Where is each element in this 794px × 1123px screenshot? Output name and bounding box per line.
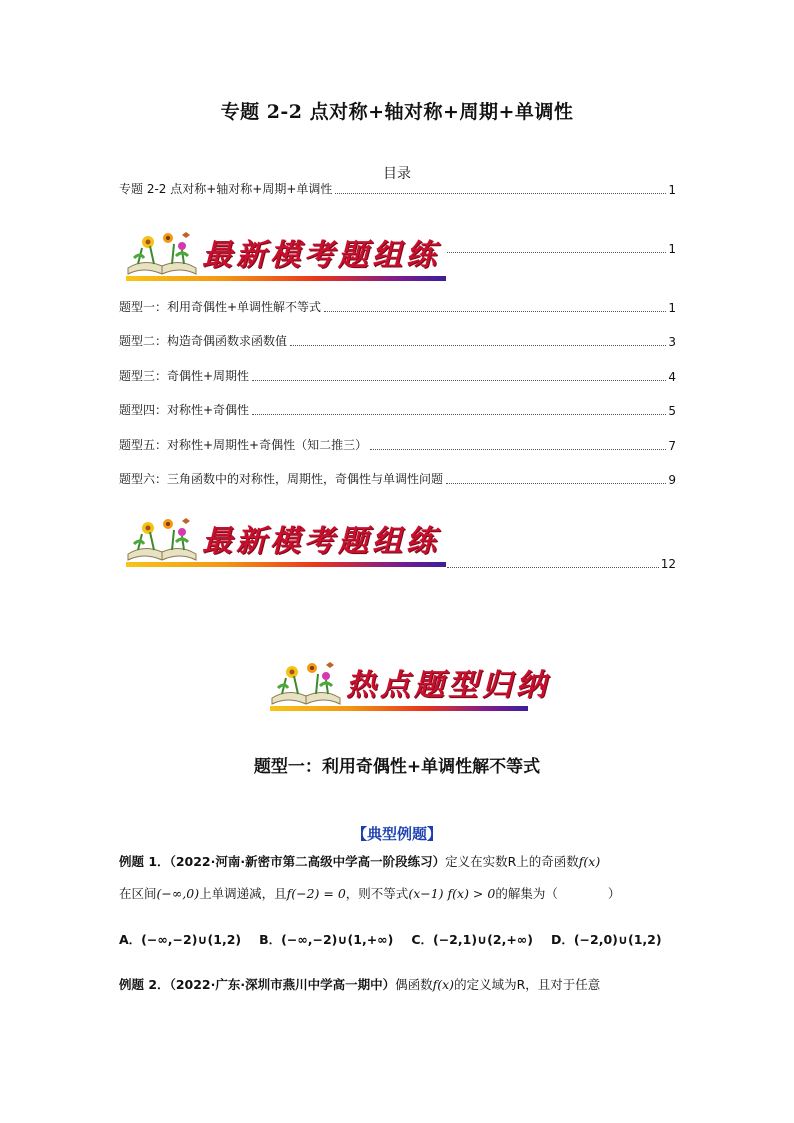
- example1-inequality: (x−1) f(x) > 0: [408, 886, 496, 901]
- toc-entry-page: 12: [660, 557, 676, 571]
- toc-entry-label: 题型六：三角函数中的对称性，周期性，奇偶性与单调性问题: [119, 472, 444, 486]
- option-c[interactable]: C．(−2,1)∪(2,+∞): [411, 932, 533, 947]
- toc-entry-page: 1: [668, 301, 676, 315]
- toc-entry-page: 1: [668, 183, 676, 197]
- banner-gradient-bar: [126, 276, 446, 281]
- example1-text: ，则不等式: [345, 886, 409, 901]
- banner-gradient-bar: [126, 562, 446, 567]
- open-book-flowers-icon: [124, 228, 200, 278]
- toc-entry-page: 7: [668, 439, 676, 453]
- toc-entry-type6[interactable]: [119, 471, 676, 487]
- toc-entry-type3[interactable]: [119, 368, 676, 384]
- banner-latest-exam-2: [124, 512, 454, 572]
- example2-label: 例题 2．: [119, 977, 170, 992]
- example1-text: 上单调递减，且: [199, 886, 287, 901]
- example1-text: 的解集为（ ）: [495, 886, 621, 901]
- option-b[interactable]: B．(−∞,−2)∪(1,+∞): [259, 932, 394, 947]
- toc-leader-dots: [324, 311, 666, 312]
- toc-entry-label: 题型一：利用奇偶性+单调性解不等式: [119, 300, 322, 314]
- example1-condition: f(−2) = 0: [286, 886, 346, 901]
- toc-entry-banner1[interactable]: [447, 240, 676, 256]
- toc-entry-label: 题型三：奇偶性+周期性: [119, 369, 250, 383]
- example1-source: （2022·河南·新密市第二高级中学高一阶段练习）: [169, 854, 446, 869]
- option-a[interactable]: A．(−∞,−2)∪(1,2): [119, 932, 242, 947]
- toc-leader-dots: [446, 483, 666, 484]
- toc-entry-page: 3: [668, 335, 676, 349]
- example2-text: 偶函数: [395, 977, 433, 992]
- toc-entry-page: 5: [668, 404, 676, 418]
- example1-options: [119, 930, 680, 948]
- toc-entry-type2[interactable]: [119, 333, 676, 349]
- toc-entry-title[interactable]: [119, 181, 676, 197]
- document-title: 专题 2-2 点对称+轴对称+周期+单调性: [220, 101, 574, 123]
- toc-entry-label: 专题 2-2 点对称+轴对称+周期+单调性: [119, 182, 333, 196]
- toc-entry-type5[interactable]: [119, 437, 676, 453]
- toc-entry-label: 题型四：对称性+奇偶性: [119, 403, 250, 417]
- toc-leader-dots: [252, 414, 666, 415]
- toc-leader-dots: [447, 252, 666, 253]
- example2-text: 的定义域为R，且对于任意: [454, 977, 601, 992]
- example2-line1: [119, 975, 600, 993]
- banner-hot-topics: [268, 656, 550, 716]
- toc-entry-page: 9: [668, 473, 676, 487]
- example1-interval: (−∞,0): [156, 886, 200, 901]
- example1-text: 在区间: [119, 886, 157, 901]
- example2-source: （2022·广东·深圳市燕川中学高一期中）: [169, 977, 396, 992]
- toc-leader-dots: [290, 345, 666, 346]
- toc-entry-label: 题型五：对称性+周期性+奇偶性（知二推三）: [119, 438, 368, 452]
- option-d[interactable]: D．(−2,0)∪(1,2): [550, 932, 662, 947]
- toc-leader-dots: [335, 193, 666, 194]
- banner-text: 最新模考题组练: [202, 524, 440, 559]
- banner-latest-exam-1: [124, 226, 454, 286]
- banner-gradient-bar: [270, 706, 528, 711]
- section-heading: 题型一：利用奇偶性+单调性解不等式: [253, 757, 541, 777]
- open-book-flowers-icon: [268, 658, 344, 708]
- toc-entry-page: 1: [668, 242, 676, 256]
- toc-heading: 目录: [383, 166, 411, 182]
- example1-line2: [119, 884, 620, 902]
- toc-leader-dots: [370, 449, 666, 450]
- banner-text: 最新模考题组练: [202, 238, 440, 273]
- example1-fx: f(x): [578, 854, 601, 869]
- example2-fx: f(x): [432, 977, 455, 992]
- example1-line1: [119, 852, 600, 870]
- toc-entry-banner2[interactable]: [447, 555, 676, 571]
- toc-entry-type4[interactable]: [119, 402, 676, 418]
- typical-example-heading: 【典型例题】: [351, 825, 442, 843]
- toc-entry-page: 4: [668, 370, 676, 384]
- toc-leader-dots: [447, 567, 659, 568]
- toc-leader-dots: [252, 380, 666, 381]
- example1-text: 定义在实数R上的奇函数: [445, 854, 579, 869]
- toc-entry-type1[interactable]: [119, 299, 676, 315]
- toc-entry-label: 题型二：构造奇偶函数求函数值: [119, 334, 288, 348]
- banner-text: 热点题型归纳: [346, 668, 550, 703]
- open-book-flowers-icon: [124, 514, 200, 564]
- example1-label: 例题 1．: [119, 854, 170, 869]
